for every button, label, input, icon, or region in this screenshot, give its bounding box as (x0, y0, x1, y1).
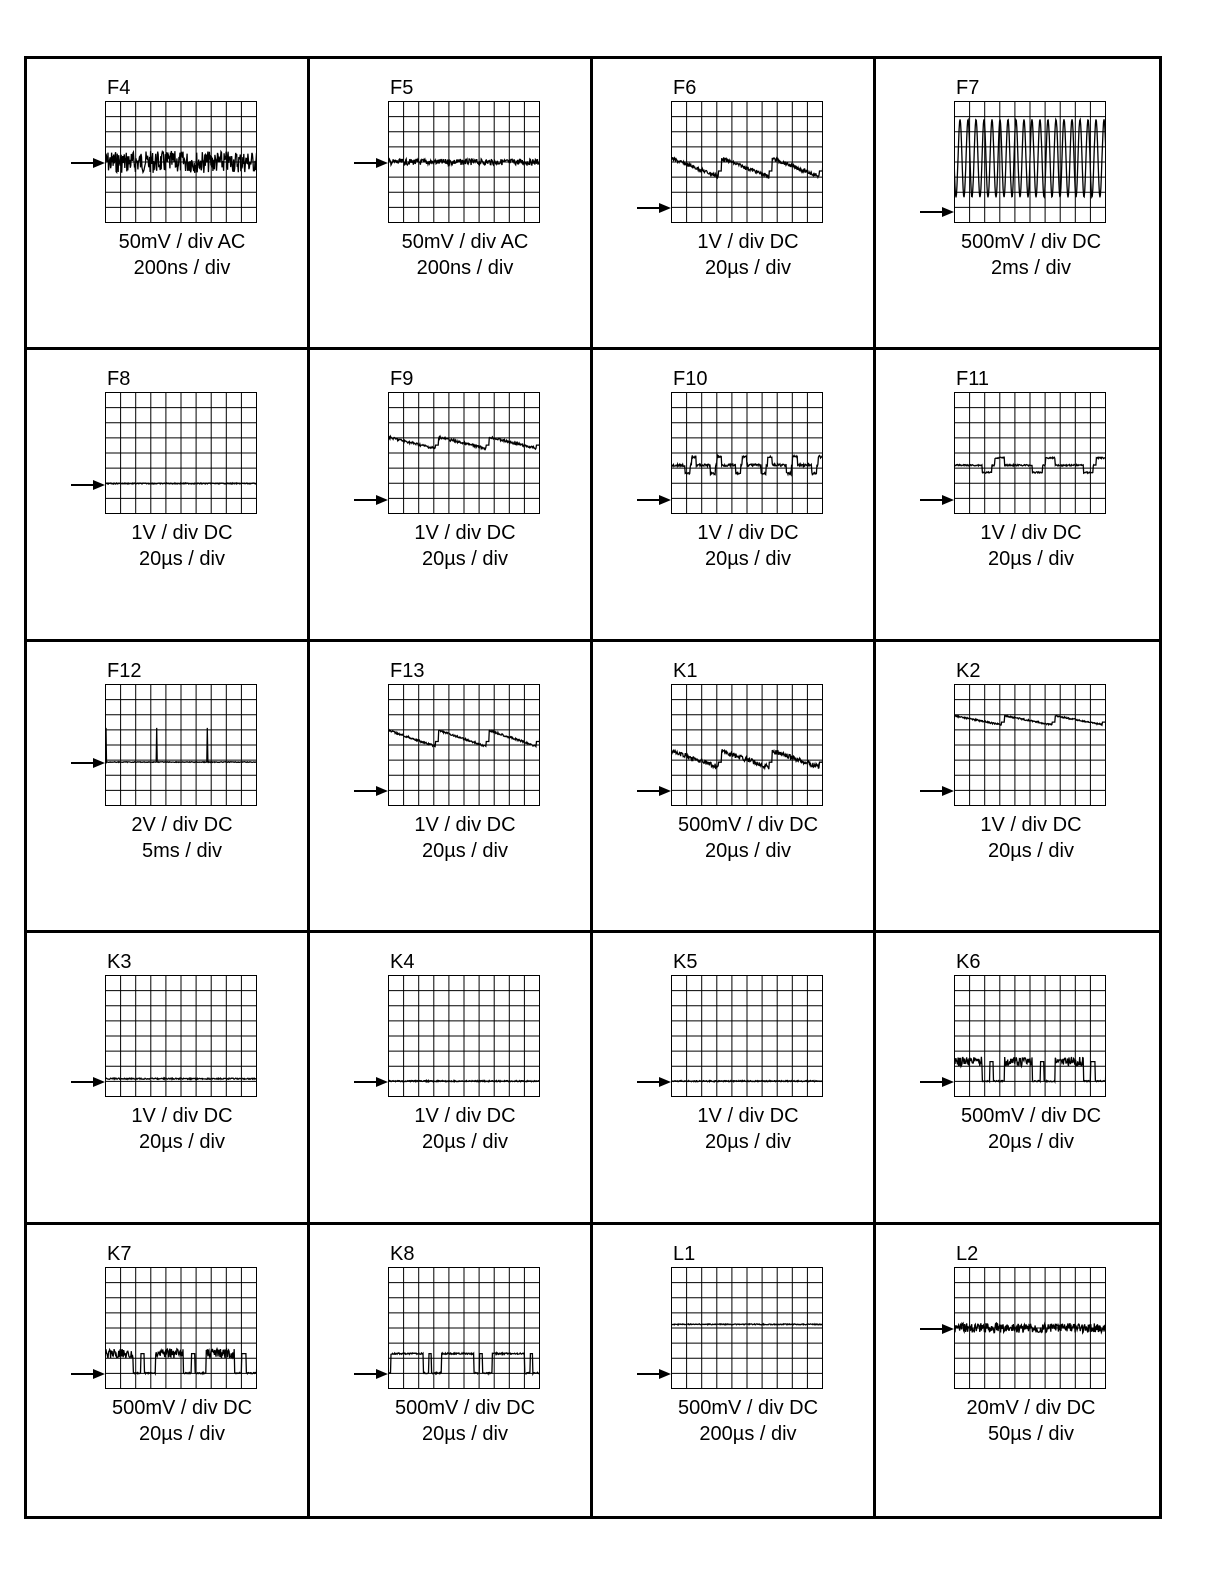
scope-panel-k1 (593, 642, 876, 933)
scope-settings-caption (633, 812, 863, 864)
graticule-svg (105, 1267, 257, 1389)
ground-reference-arrow-icon (354, 784, 390, 796)
oscilloscope-graticule (105, 684, 257, 806)
oscilloscope-graticule (105, 101, 257, 223)
scope-panel-f7 (876, 59, 1159, 350)
scope-panel-f11 (876, 350, 1159, 641)
scope-settings-caption (350, 229, 580, 281)
ground-reference-arrow-icon (71, 156, 107, 168)
graticule-svg (671, 101, 823, 223)
scope-panel-f6 (593, 59, 876, 350)
oscilloscope-graticule (105, 975, 257, 1097)
oscilloscope-graticule (671, 684, 823, 806)
panel-label: K6 (956, 951, 981, 974)
ground-reference-arrow-icon (354, 1367, 390, 1379)
scope-settings-caption (916, 520, 1146, 572)
ground-reference-arrow-icon (920, 205, 956, 217)
ground-reference-arrow-icon (71, 478, 107, 490)
scope-panel-l2 (876, 1225, 1159, 1516)
oscilloscope-graticule (954, 975, 1106, 1097)
scope-settings-caption (916, 1395, 1146, 1447)
scope-panel-grid (24, 56, 1162, 1519)
ground-reference-arrow-icon (71, 756, 107, 768)
graticule-svg (954, 101, 1106, 223)
volts-per-div: 1V / div DC (131, 1105, 233, 1128)
volts-per-div: 2V / div DC (131, 813, 233, 836)
graticule-svg (388, 975, 540, 1097)
scope-panel-k3 (27, 933, 310, 1224)
graticule-svg (105, 392, 257, 514)
scope-settings-caption (633, 1103, 863, 1155)
scope-settings-caption (350, 1103, 580, 1155)
volts-per-div: 1V / div DC (980, 522, 1082, 545)
oscilloscope-graticule (671, 392, 823, 514)
time-per-div: 200ns / div (133, 257, 231, 279)
graticule-svg (954, 392, 1106, 514)
time-per-div: 20µs / div (421, 839, 508, 862)
scope-panel-l1 (593, 1225, 876, 1516)
scope-panel-k8 (310, 1225, 593, 1516)
oscilloscope-graticule (388, 684, 540, 806)
time-per-div: 20µs / div (421, 1131, 508, 1154)
oscilloscope-graticule (388, 392, 540, 514)
scope-settings-caption (350, 1395, 580, 1447)
scope-panel-k7 (27, 1225, 310, 1516)
panel-label: K8 (390, 1242, 415, 1265)
graticule-svg (671, 392, 823, 514)
volts-per-div: 500mV / div DC (677, 1396, 819, 1419)
graticule-svg (954, 684, 1106, 806)
panel-label: K5 (673, 951, 698, 974)
volts-per-div: 1V / div DC (414, 522, 516, 545)
oscilloscope-graticule (388, 101, 540, 223)
volts-per-div: 50mV / div AC (401, 231, 529, 253)
panel-label: K7 (107, 1242, 132, 1265)
oscilloscope-graticule (105, 392, 257, 514)
scope-panel-f4 (27, 59, 310, 350)
panel-label: F8 (107, 368, 131, 391)
volts-per-div: 500mV / div DC (394, 1396, 536, 1419)
graticule-svg (105, 975, 257, 1097)
time-per-div: 20µs / div (987, 548, 1074, 571)
time-per-div: 50µs / div (987, 1422, 1074, 1445)
scope-settings-caption (633, 1395, 863, 1447)
volts-per-div: 1V / div DC (697, 522, 799, 545)
time-per-div: 20µs / div (704, 548, 791, 571)
ground-reference-arrow-icon (920, 784, 956, 796)
scope-settings-caption (350, 812, 580, 864)
volts-per-div: 1V / div DC (414, 1105, 516, 1128)
ground-reference-arrow-icon (920, 1075, 956, 1087)
time-per-div: 20µs / div (421, 548, 508, 571)
volts-per-div: 50mV / div AC (118, 231, 246, 253)
panel-label: K1 (673, 659, 698, 682)
time-per-div: 20µs / div (704, 257, 791, 279)
scope-settings-caption (67, 1395, 297, 1447)
scope-settings-caption (67, 520, 297, 572)
ground-reference-arrow-icon (71, 1075, 107, 1087)
panel-label: L1 (673, 1242, 696, 1265)
ground-reference-arrow-icon (637, 784, 673, 796)
waveform-trace (105, 1078, 257, 1079)
scope-settings-caption (633, 520, 863, 572)
panel-label: F9 (390, 368, 414, 391)
ground-reference-arrow-icon (920, 1322, 956, 1334)
ground-reference-arrow-icon (637, 1075, 673, 1087)
panel-label: K3 (107, 951, 132, 974)
oscilloscope-graticule (105, 1267, 257, 1389)
panel-label: F6 (673, 77, 697, 99)
waveform-trace (671, 1323, 823, 1324)
scope-panel-k6 (876, 933, 1159, 1224)
ground-reference-arrow-icon (354, 1075, 390, 1087)
graticule-svg (388, 101, 540, 223)
panel-label: F5 (390, 77, 414, 99)
panel-label: L2 (956, 1242, 979, 1265)
time-per-div: 20µs / div (138, 548, 225, 571)
oscilloscope-graticule (671, 975, 823, 1097)
volts-per-div: 500mV / div DC (677, 813, 819, 836)
oscilloscope-graticule (954, 1267, 1106, 1389)
volts-per-div: 500mV / div DC (111, 1396, 253, 1419)
panel-label: F12 (107, 659, 142, 682)
time-per-div: 20µs / div (421, 1422, 508, 1445)
panel-label: F11 (956, 368, 989, 391)
scope-settings-caption (916, 229, 1146, 281)
time-per-div: 20µs / div (987, 1131, 1074, 1154)
waveform-trace (671, 1081, 823, 1082)
scope-panel-f10 (593, 350, 876, 641)
ground-reference-arrow-icon (920, 493, 956, 505)
oscilloscope-graticule (671, 1267, 823, 1389)
panel-label: F13 (390, 659, 425, 682)
ground-reference-arrow-icon (354, 156, 390, 168)
graticule-svg (105, 101, 257, 223)
panel-label: K2 (956, 659, 981, 682)
volts-per-div: 500mV / div DC (960, 1105, 1102, 1128)
graticule-svg (388, 684, 540, 806)
ground-reference-arrow-icon (637, 1367, 673, 1379)
graticule-svg (671, 684, 823, 806)
volts-per-div: 1V / div DC (414, 813, 516, 836)
volts-per-div: 1V / div DC (697, 231, 799, 253)
waveform-trace (105, 151, 257, 173)
panel-label: F4 (107, 77, 131, 99)
scope-settings-caption (916, 812, 1146, 864)
scope-panel-k4 (310, 933, 593, 1224)
ground-reference-arrow-icon (354, 493, 390, 505)
scope-settings-caption (67, 812, 297, 864)
ground-reference-arrow-icon (637, 201, 673, 213)
time-per-div: 20µs / div (987, 839, 1074, 862)
panel-label: K4 (390, 951, 415, 974)
time-per-div: 20µs / div (138, 1422, 225, 1445)
oscilloscope-graticule (954, 101, 1106, 223)
scope-settings-caption (350, 520, 580, 572)
oscilloscope-graticule (388, 1267, 540, 1389)
graticule-svg (388, 392, 540, 514)
time-per-div: 20µs / div (138, 1131, 225, 1154)
graticule-svg (954, 975, 1106, 1097)
oscilloscope-graticule (388, 975, 540, 1097)
time-per-div: 20µs / div (704, 839, 791, 862)
scope-settings-caption (633, 229, 863, 281)
scope-panel-f8 (27, 350, 310, 641)
panel-label: F7 (956, 77, 980, 99)
time-per-div: 2ms / div (990, 257, 1072, 279)
panel-label: F10 (673, 368, 708, 391)
volts-per-div: 500mV / div DC (960, 231, 1102, 253)
oscilloscope-graticule (671, 101, 823, 223)
scope-panel-k5 (593, 933, 876, 1224)
time-per-div: 20µs / div (704, 1131, 791, 1154)
waveform-trace (105, 483, 257, 484)
scope-panel-f12 (27, 642, 310, 933)
graticule-svg (954, 1267, 1106, 1389)
oscilloscope-graticule (954, 392, 1106, 514)
time-per-div: 5ms / div (141, 839, 223, 862)
volts-per-div: 1V / div DC (131, 522, 233, 545)
graticule-svg (105, 684, 257, 806)
scope-settings-caption (916, 1103, 1146, 1155)
volts-per-div: 1V / div DC (980, 813, 1082, 836)
time-per-div: 200ns / div (416, 257, 514, 279)
oscilloscope-graticule (954, 684, 1106, 806)
time-per-div: 200µs / div (699, 1422, 797, 1445)
ground-reference-arrow-icon (71, 1367, 107, 1379)
graticule-svg (671, 975, 823, 1097)
scope-panel-f13 (310, 642, 593, 933)
scope-settings-caption (67, 1103, 297, 1155)
scope-panel-k2 (876, 642, 1159, 933)
scope-settings-caption (67, 229, 297, 281)
graticule-svg (671, 1267, 823, 1389)
volts-per-div: 20mV / div DC (966, 1396, 1096, 1419)
scope-panel-f9 (310, 350, 593, 641)
graticule-svg (388, 1267, 540, 1389)
ground-reference-arrow-icon (637, 493, 673, 505)
scope-panel-f5 (310, 59, 593, 350)
volts-per-div: 1V / div DC (697, 1105, 799, 1128)
